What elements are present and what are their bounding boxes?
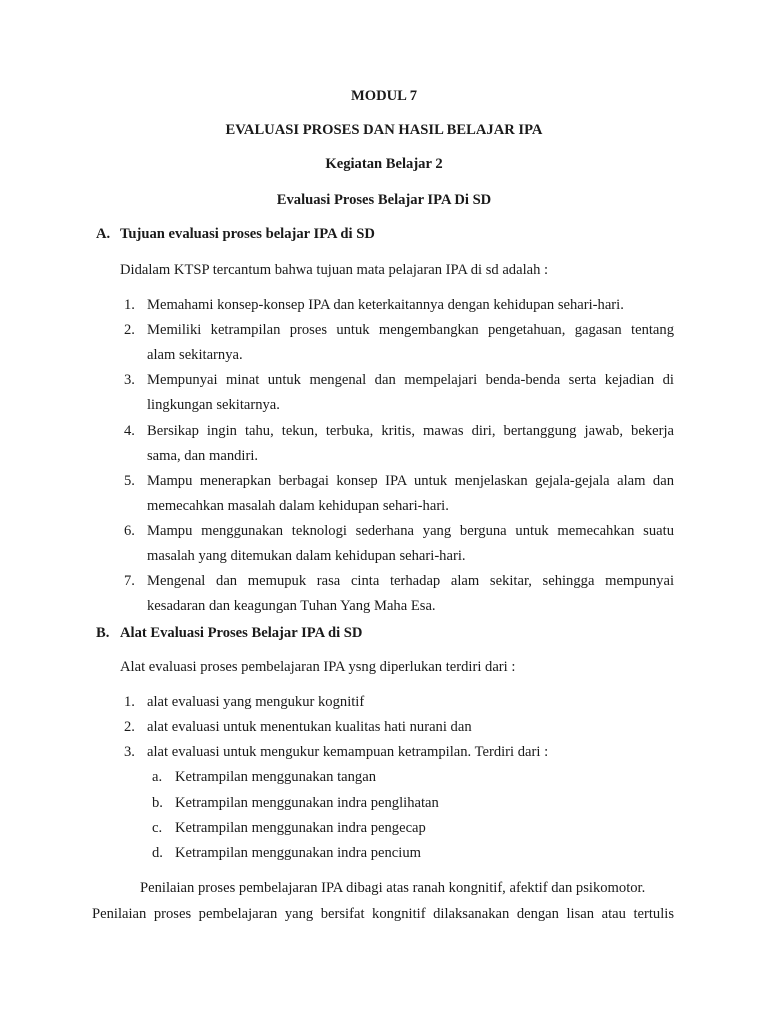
list-item-text-continued: kesadaran dan keagungan Tuhan Yang Maha Esa. (147, 598, 436, 614)
list-item-number: 2. (124, 719, 135, 735)
list-item-number: 2. (124, 322, 135, 338)
list-item-text: Mampu menggunakan teknologi sederhana yang berguna untuk memecahkan suatu (147, 523, 674, 539)
list-item-number: 6. (124, 523, 135, 539)
list-item-number: 5. (124, 473, 135, 489)
section-b-heading: Alat Evaluasi Proses Belajar IPA di SD (120, 625, 363, 641)
list-item-number: 3. (124, 372, 135, 388)
list-item-text-continued: memecahkan masalah dalam kehidupan sehari-hari. (147, 498, 449, 514)
sublist-item-text: Ketrampilan menggunakan tangan (175, 769, 376, 785)
sublist-item-text: Ketrampilan menggunakan indra pencium (175, 845, 421, 861)
list-item-text: alat evaluasi yang mengukur kognitif (147, 694, 365, 710)
paragraph-line: Penilaian proses pembelajaran yang bersifat kongnitif dilaksanakan dengan lisan atau tertulis (92, 906, 674, 922)
section-a-marker: A. (96, 226, 111, 242)
paragraph-line: Penilaian proses pembelajaran IPA dibagi atas ranah kongnitif, afektif dan psikomotor. (140, 880, 646, 896)
list-item-number: 3. (124, 744, 135, 760)
sublist-item-letter: d. (152, 845, 163, 861)
activity-label: Kegiatan Belajar 2 (325, 156, 443, 172)
module-label: MODUL 7 (350, 88, 418, 104)
list-item-number: 1. (124, 297, 135, 313)
section-b-marker: B. (96, 625, 110, 641)
list-item-text: Mampu menerapkan berbagai konsep IPA untuk menjelaskan gejala-gejala alam dan (147, 473, 674, 489)
section-a-intro: Didalam KTSP tercantum bahwa tujuan mata pelajaran IPA di sd adalah : (120, 262, 549, 278)
sublist-item-text: Ketrampilan menggunakan indra pengecap (175, 820, 426, 836)
section-subtitle: Evaluasi Proses Belajar IPA Di SD (276, 192, 492, 208)
section-a-heading: Tujuan evaluasi proses belajar IPA di SD (120, 226, 375, 242)
sublist-item-letter: c. (152, 820, 163, 836)
list-item-text-continued: sama, dan mandiri. (147, 448, 259, 464)
list-item-number: 1. (124, 694, 135, 710)
list-item-text: alat evaluasi untuk mengukur kemampuan ketrampilan. Terdiri dari : (147, 744, 549, 760)
module-title: EVALUASI PROSES DAN HASIL BELAJAR IPA (225, 122, 543, 138)
sublist-item-text: Ketrampilan menggunakan indra penglihatan (175, 795, 439, 811)
sublist-item-letter: b. (152, 795, 163, 811)
list-item-text: Mempunyai minat untuk mengenal dan mempelajari benda-benda serta kejadian di (147, 372, 674, 388)
section-b-intro: Alat evaluasi proses pembelajaran IPA ysng diperlukan terdiri dari : (120, 659, 516, 675)
list-item-text-continued: alam sekitarnya. (147, 347, 243, 363)
list-item-number: 4. (124, 423, 135, 439)
sublist-item-letter: a. (152, 769, 163, 785)
list-item-text-continued: masalah yang ditemukan dalam kehidupan sehari-hari. (147, 548, 466, 564)
list-item-text: Memahami konsep-konsep IPA dan keterkaitannya dengan kehidupan sehari-hari. (147, 297, 624, 313)
list-item-text: Memiliki ketrampilan proses untuk mengembangkan pengetahuan, gagasan tentang (147, 322, 674, 338)
list-item-text: Bersikap ingin tahu, tekun, terbuka, kritis, mawas diri, bertanggung jawab, bekerja (147, 423, 674, 439)
list-item-text: alat evaluasi untuk menentukan kualitas hati nurani dan (147, 719, 472, 735)
list-item-text: Mengenal dan memupuk rasa cinta terhadap alam sekitar, sehingga mempunyai (147, 573, 674, 589)
list-item-text-continued: lingkungan sekitarnya. (147, 397, 280, 413)
list-item-number: 7. (124, 573, 135, 589)
